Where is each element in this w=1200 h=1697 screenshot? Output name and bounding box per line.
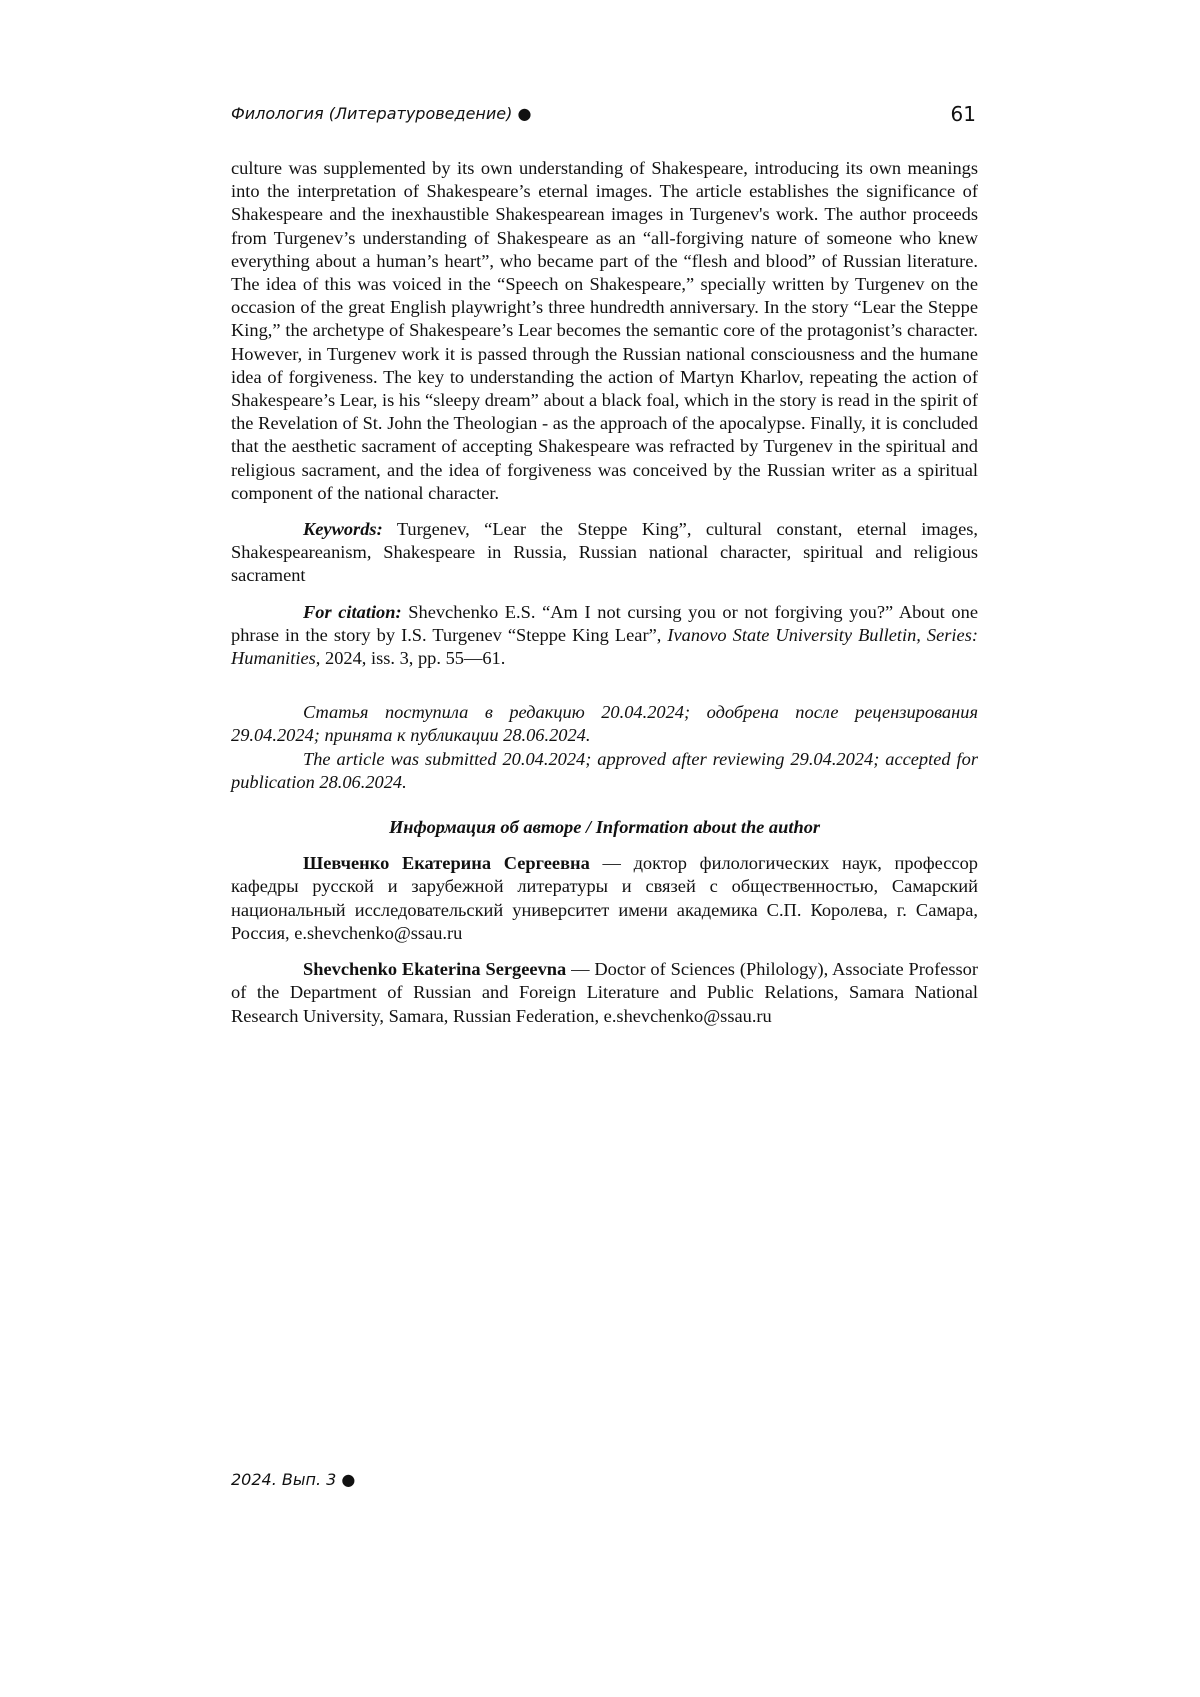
author-info-english [231, 958, 978, 1028]
citation-label: For citation: [303, 601, 402, 622]
page-number: 61 [950, 102, 976, 126]
dates-russian: Статья поступила в редакцию 20.04.2024; одобрена после рецензирования 29.04.2024; принята к публикации 28.06.2024. [231, 702, 978, 746]
submission-dates [231, 701, 978, 794]
citation-paragraph [231, 601, 978, 671]
dates-english: The article was submitted 20.04.2024; approved after reviewing 29.04.2024; accepted for publication 28.06.2024. [231, 748, 978, 792]
author-info-heading: Информация об авторе / Information about the author [388, 817, 821, 838]
keywords-text: Turgenev, “Lear the Steppe King”, cultural constant, eternal images, Shakespeareanism, Shakespeare in Russia, Russian national character, spiritual and religious sacrament [231, 519, 978, 586]
abstract-text: culture was supplemented by its own understanding of Shakespeare, introducing its own meanings into the interpretation of Shakespeare’s eternal images. The article establishes the significance of Shakespeare and the inexhaustible Shakespearean images in Turgenev's work. The author proceeds from Turgenev’s understanding of Shakespeare as an “all-forgiving nature of someone who knew everything about a human’s heart”, who became part of the “flesh and blood” of Russian literature. The idea of this was voiced in the “Speech on Shakespeare,” specially written by Turgenev on the occasion of the great English playwright’s three hundredth anniversary. In the story “Lear the Steppe King,” the archetype of Shakespeare’s Lear becomes the semantic core of the protagonist’s character. However, in Turgenev work it is passed through the Russian national consciousness and the humane idea of forgiveness. The key to understanding the action of Martyn Kharlov, repeating the action of Shakespeare’s Lear, is his “sleepy dream” about a black foal, which in the story is read in the spirit of the Revelation of St. John the Theologian - as the approach of the apocalypse. Finally, it is concluded that the aesthetic sacrament of accepting Shakespeare was refracted by Turgenev in the spiritual and religious sacrament, and the idea of forgiveness was conceived by the Russian writer as a spiritual component of the national character. [231, 158, 978, 503]
keywords-label: Keywords: [303, 519, 383, 540]
article-body [231, 157, 978, 1028]
running-header [231, 104, 978, 134]
author-details-english: — Doctor of Sciences (Philology), Associate Professor of the Department of Russian and Foreign Literature and Public Relations, Samara National Research University, Samara, Russian Federation, e.shevchenko@ssau.ru [231, 959, 978, 1026]
citation-journal: Ivanovo State University Bulletin, Series: Humanities [231, 624, 978, 669]
citation-details: , 2024, iss. 3, pp. 55—61. [315, 648, 506, 669]
author-name-english: Shevchenko Ekaterina Sergeevna [303, 959, 567, 980]
citation-text: Shevchenko E.S. “Am I not cursing you or not forgiving you?” About one phrase in the story by I.S. Turgenev “Steppe King Lear”, [231, 601, 978, 645]
author-info-russian [231, 852, 978, 945]
running-footer: 2024. Вып. 3 ● [231, 1470, 356, 1489]
keywords-paragraph [231, 518, 978, 588]
journal-title: Филология (Литературоведение) ● [231, 104, 532, 123]
author-name-russian: Шевченко Екатерина Сергеевна [303, 853, 590, 874]
author-details-russian: — доктор филологических наук, профессор кафедры русской и зарубежной литературы и связей с общественностью, Самарский национальный исследовательский университет имени академика С.П. Королева, г. Самара, Россия, e.shevchenko@ssau.ru [231, 853, 978, 943]
